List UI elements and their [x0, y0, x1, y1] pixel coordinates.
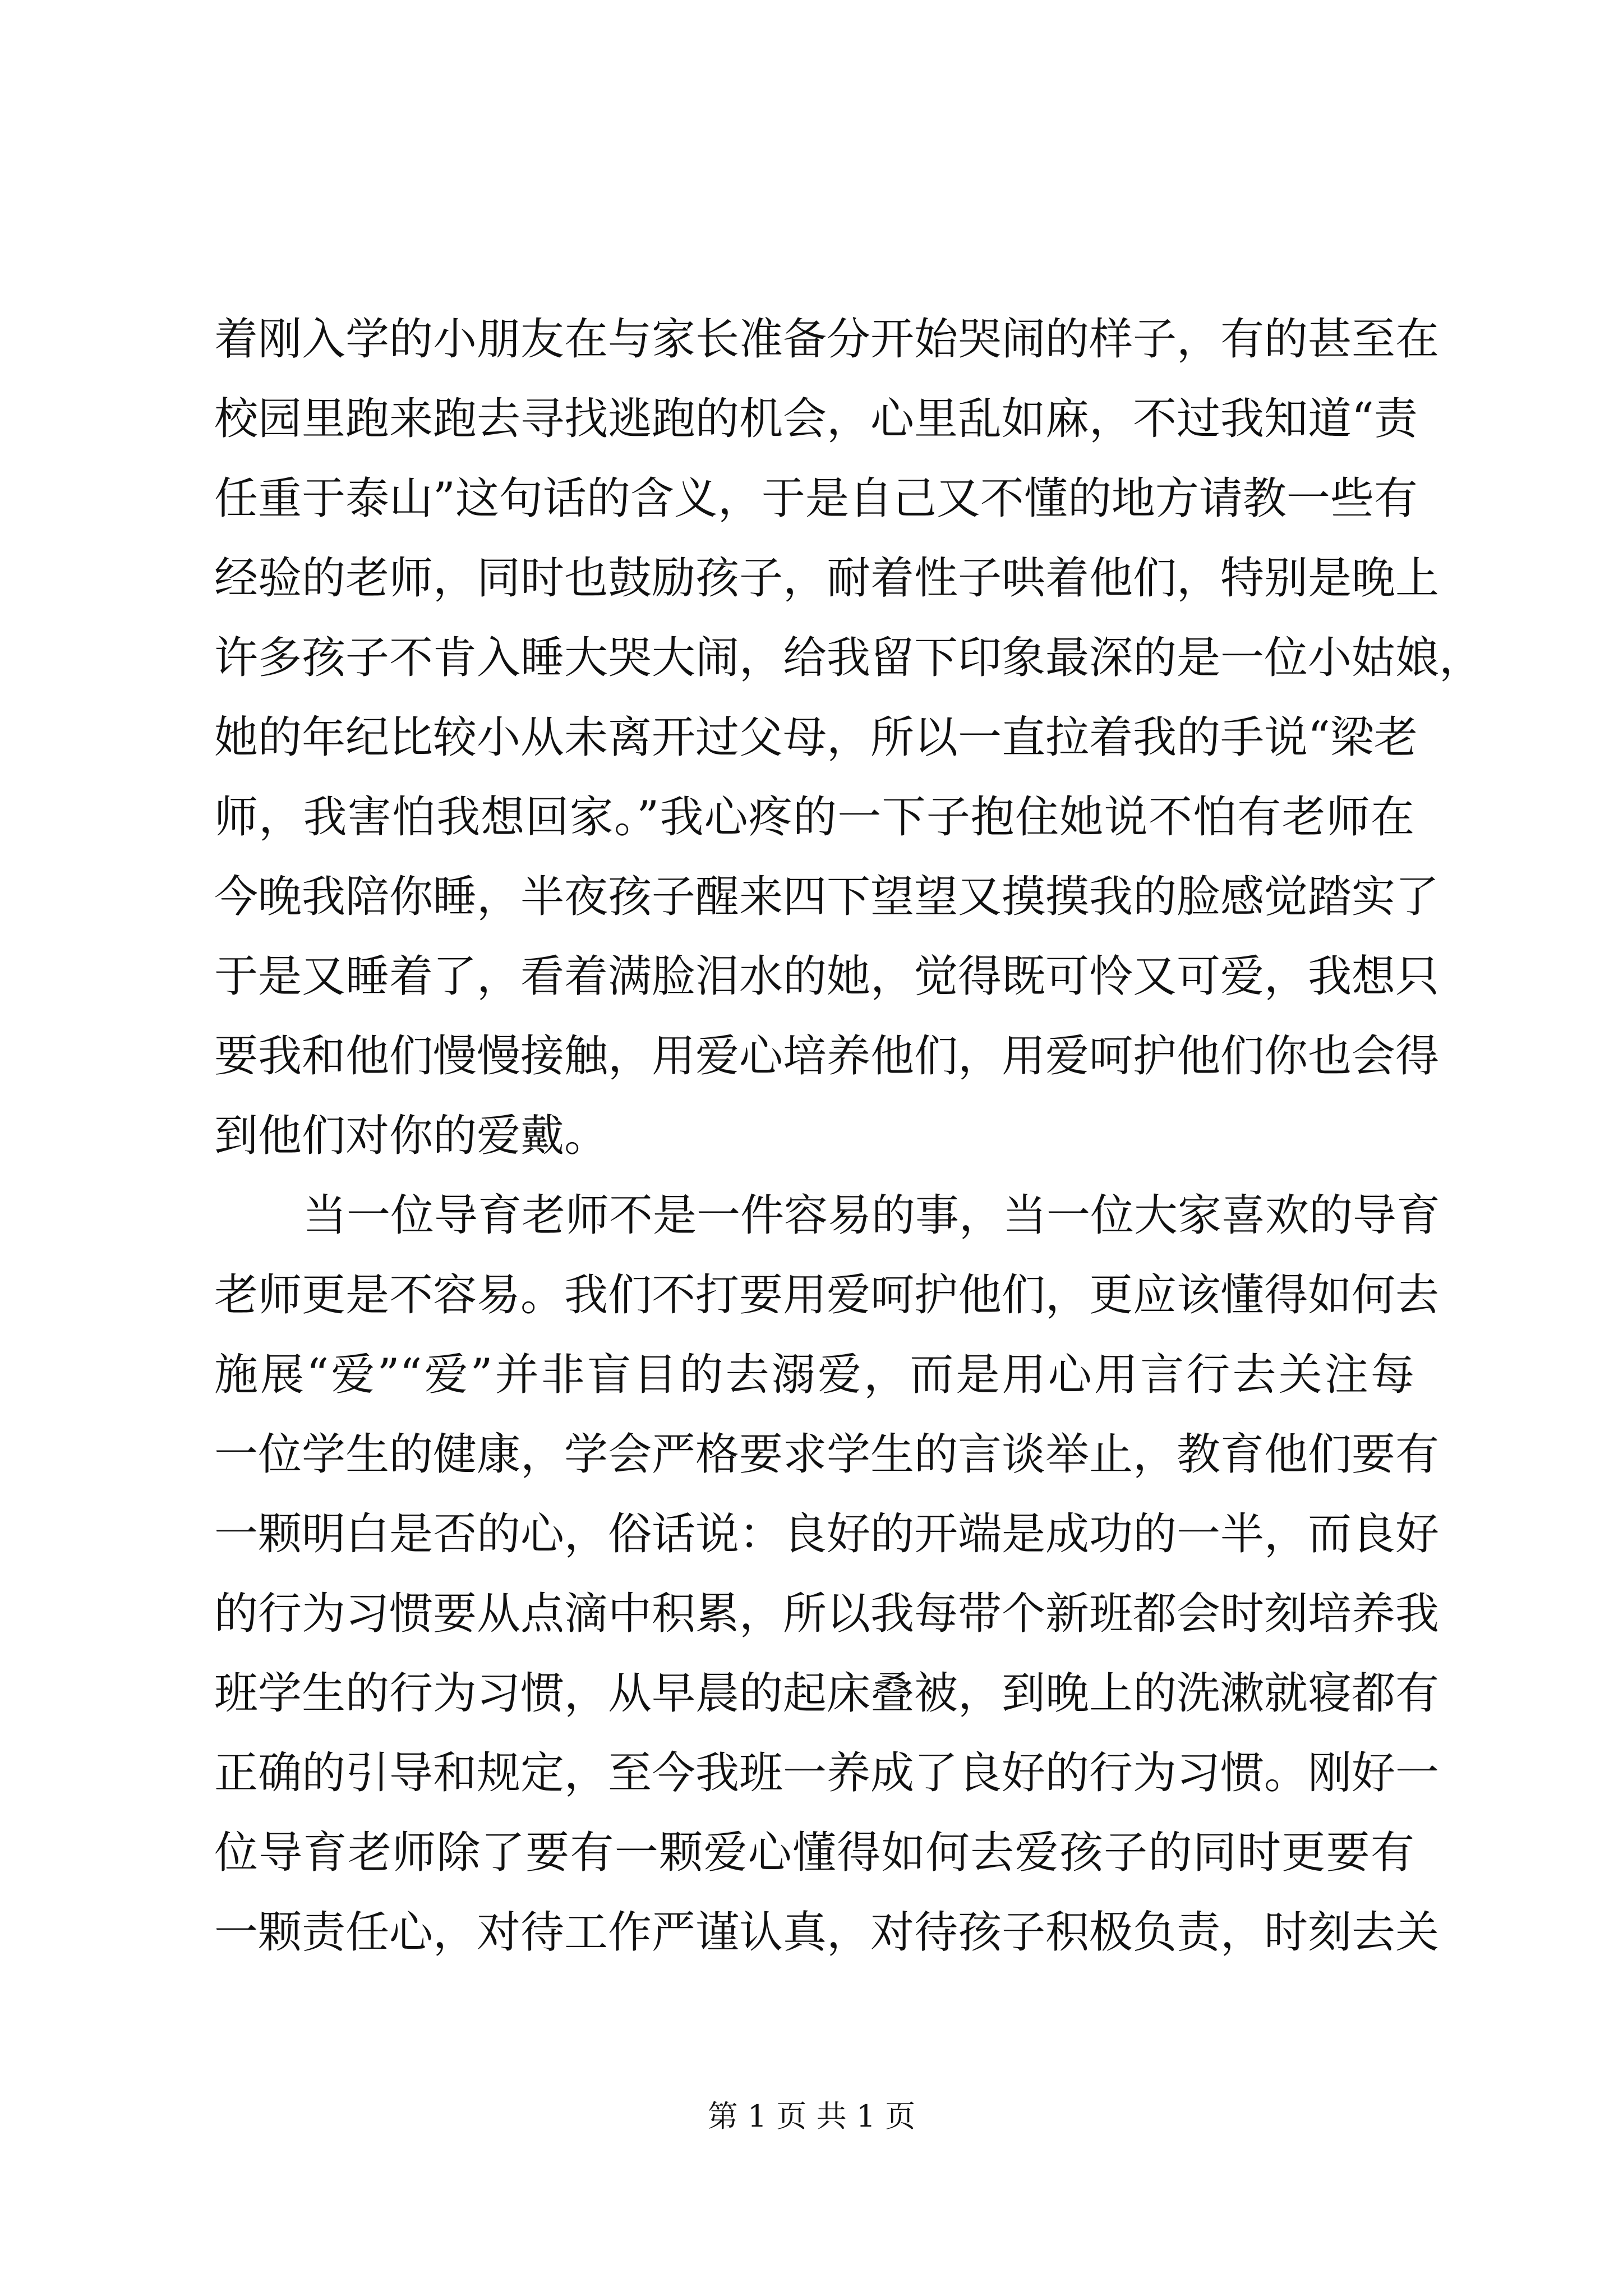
- text-line: 着刚入学的小朋友在与家长准备分开始哭闹的样子，有的甚至在: [214, 314, 1440, 365]
- text-line: 许多孩子不肯入睡大哭大闹，给我留下印象最深的是一位小姑娘，: [214, 633, 1483, 683]
- page-number-footer: 第 1 页 共 1 页: [707, 2099, 916, 2134]
- text-line: 于是又睡着了，看着满脸泪水的她，觉得既可怜又可爱，我想只: [214, 951, 1440, 1002]
- text-line: 校园里跑来跑去寻找逃跑的机会，心里乱如麻，不过我知道“责: [214, 394, 1418, 444]
- text-line: 位导育老师除了要有一颗爱心懂得如何去爱孩子的同时更要有: [214, 1828, 1414, 1878]
- text-line: 到他们对你的爱戴。: [214, 1111, 608, 1161]
- text-line: 师，我害怕我想回家。”我心疼的一下子抱住她说不怕有老师在: [214, 792, 1414, 843]
- text-line: 一颗责任心，对待工作严谨认真，对待孩子积极负责，时刻去关: [214, 1907, 1440, 1958]
- text-line: 正确的引导和规定，至今我班一养成了良好的行为习惯。刚好一: [214, 1748, 1440, 1798]
- text-line: 要我和他们慢慢接触，用爱心培养他们，用爱呵护他们你也会得: [214, 1031, 1440, 1082]
- text-line: 班学生的行为习惯，从早晨的起床叠被，到晚上的洗漱就寝都有: [214, 1668, 1440, 1719]
- text-line: 的行为习惯要从点滴中积累，所以我每带个新班都会时刻培养我: [214, 1589, 1440, 1639]
- text-line: 今晚我陪你睡，半夜孩子醒来四下望望又摸摸我的脸感觉踏实了: [214, 872, 1440, 922]
- text-line: 经验的老师，同时也鼓励孩子，耐着性子哄着他们，特别是晚上: [214, 553, 1440, 604]
- text-line: 她的年纪比较小从未离开过父母，所以一直拉着我的手说“梁老: [214, 712, 1418, 763]
- text-line: 施展“爱”“爱”并非盲目的去溺爱，而是用心用言行去关注每: [214, 1350, 1414, 1400]
- text-line: 老师更是不容易。我们不打要用爱呵护他们，更应该懂得如何去: [214, 1270, 1440, 1320]
- paragraph-first-line: 当一位导育老师不是一件容易的事，当一位大家喜欢的导育: [303, 1190, 1441, 1241]
- text-line: 一颗明白是否的心，俗话说：良好的开端是成功的一半，而良好: [214, 1509, 1440, 1559]
- text-line: 任重于泰山”这句话的含义，于是自己又不懂的地方请教一些有: [214, 473, 1418, 524]
- text-line: 一位学生的健康，学会严格要求学生的言谈举止，教育他们要有: [214, 1429, 1440, 1480]
